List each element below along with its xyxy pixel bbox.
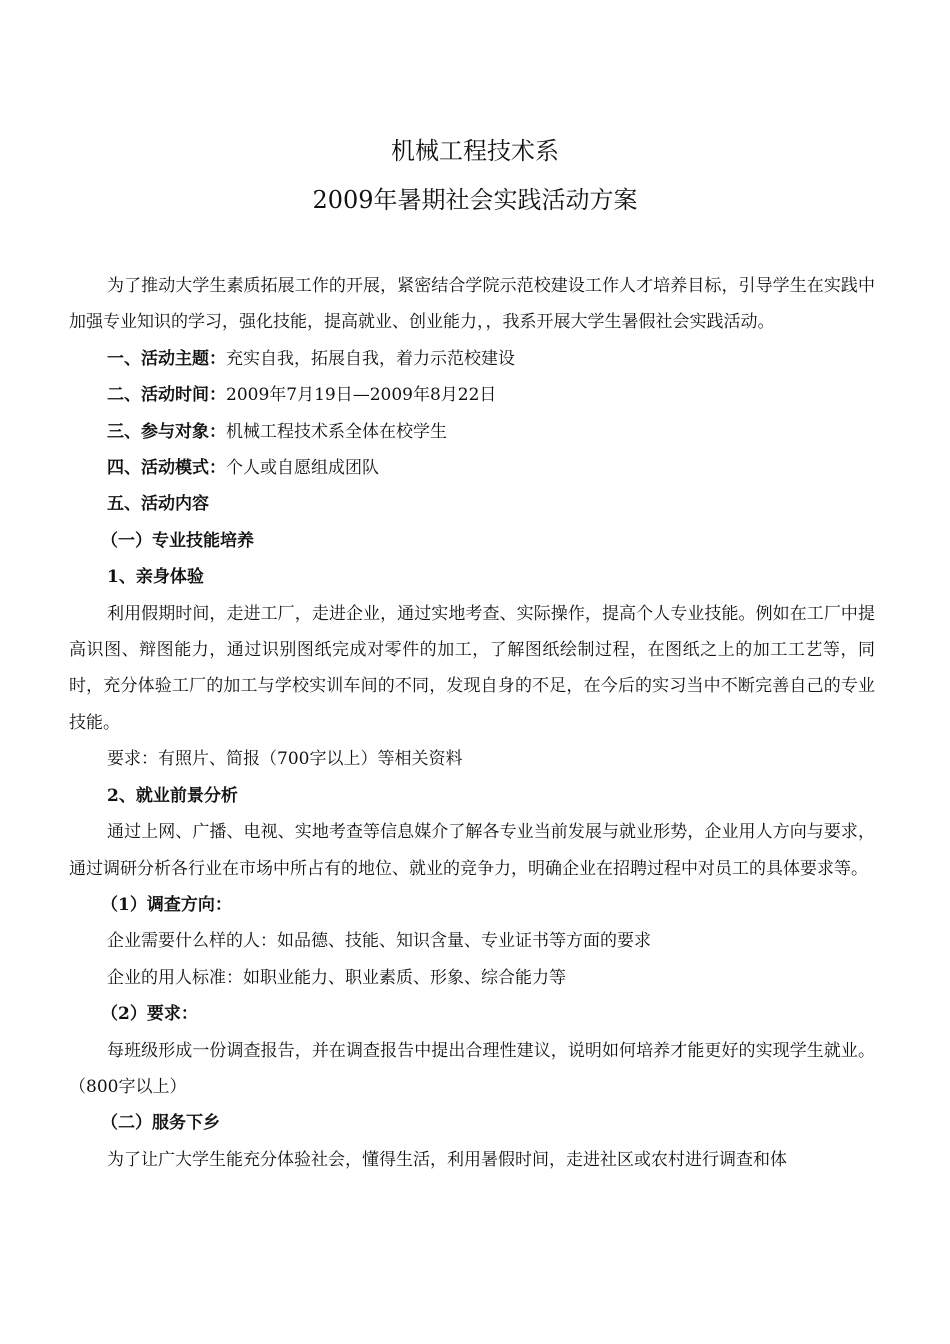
item-label: 四、活动模式： [107, 458, 226, 479]
intro-paragraph: 为了推动大学生素质拓展工作的开展，紧密结合学院示范校建设工作人才培养目标，引导学生在实践中加强专业知识的学习，强化技能，提高就业、创业能力，，我系开展大学生暑假社会实践活动。 [69, 276, 875, 333]
document-title-plan: 2009年暑期社会实践活动方案 [312, 186, 638, 214]
item-label: 三、参与对象： [107, 421, 226, 442]
heading-hands-on-experience: 1、亲身体验 [107, 567, 204, 588]
item-label: 二、活动时间： [107, 385, 226, 406]
heading-skill-training: （一）专业技能培养 [101, 530, 254, 551]
heading-employment-analysis: 2、就业前景分析 [107, 785, 238, 806]
paragraph-hands-on-experience: 利用假期时间，走进工厂，走进企业，通过实地考查、实际操作，提高个人专业技能。例如在工厂中提高识图、辩图能力，通过识别图纸完成对零件的加工，了解图纸绘制过程，在图纸之上的加工工艺等，同时，充分体验工厂的加工与学校实训车间的不同，发现自身的不足，在今后的实习当中不断完善自己的专业技能。 [69, 603, 875, 733]
heading-survey-direction: （1）调查方向： [101, 894, 232, 915]
document-body [69, 268, 875, 1178]
item-activity-mode [69, 450, 875, 486]
heading-activity-content: 五、活动内容 [107, 494, 209, 515]
item-value: 个人或自愿组成团队 [226, 458, 379, 479]
item-activity-theme [69, 341, 875, 377]
item-value: 充实自我，拓展自我，着力示范校建设 [226, 348, 515, 369]
heading-requirements: （2）要求： [101, 1004, 198, 1025]
survey-direction-item: 企业的用人标准：如职业能力、职业素质、形象、综合能力等 [107, 967, 566, 988]
item-activity-time [69, 377, 875, 413]
requirement-hands-on-experience: 要求：有照片、简报（700字以上）等相关资料 [107, 749, 463, 770]
heading-service-countryside: （二）服务下乡 [101, 1113, 220, 1134]
item-participants [69, 414, 875, 450]
item-value: 机械工程技术系全体在校学生 [226, 421, 447, 442]
item-value: 2009年7月19日—2009年8月22日 [226, 385, 497, 406]
paragraph-service-countryside: 为了让广大学生能充分体验社会，懂得生活，利用暑假时间，走进社区或农村进行调查和体 [107, 1149, 787, 1170]
item-label: 一、活动主题： [107, 348, 226, 369]
paragraph-requirements: 每班级形成一份调查报告，并在调查报告中提出合理性建议，说明如何培养才能更好的实现学生就业。（800字以上） [69, 1040, 875, 1097]
paragraph-employment-analysis: 通过上网、广播、电视、实地考查等信息媒介了解各专业当前发展与就业形势，企业用人方向与要求，通过调研分析各行业在市场中所占有的地位、就业的竞争力，明确企业在招聘过程中对员工的具体要求等。 [69, 822, 875, 879]
survey-direction-item: 企业需要什么样的人：如品德、技能、知识含量、专业证书等方面的要求 [107, 931, 651, 952]
document-title-department: 机械工程技术系 [391, 137, 559, 165]
